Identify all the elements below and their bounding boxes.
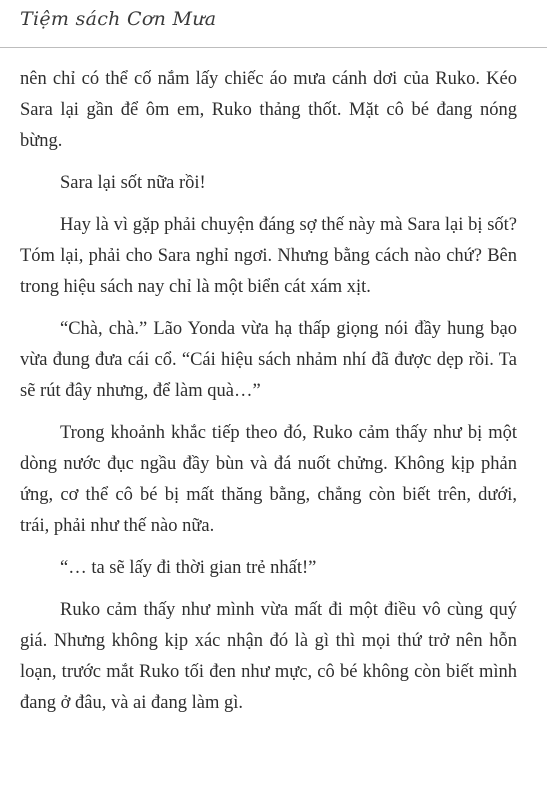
paragraph-3: Hay là vì gặp phải chuyện đáng sợ thế này mà Sara lại bị sốt? Tóm lại, phải cho Sara nghỉ ngơi. Nhưng bằng cách nào chứ? Bên trong hiệu sách nay chỉ là một biển cát xám xịt. — [20, 215, 517, 297]
page-body — [20, 64, 517, 730]
paragraph-4: “Chà, chà.” Lão Yonda vừa hạ thấp giọng nói đầy hung bạo vừa đung đưa cái cổ. “Cái hiệu sách nhảm nhí đã được dẹp rồi. Ta sẽ rút đây nhưng, để làm quà…” — [20, 319, 517, 401]
paragraph-1: nên chỉ có thể cố nắm lấy chiếc áo mưa cánh dơi của Ruko. Kéo Sara lại gần để ôm em, Ruko thảng thốt. Mặt cô bé đang nóng bừng. — [20, 69, 517, 151]
paragraph-5: Trong khoảnh khắc tiếp theo đó, Ruko cảm thấy như bị một dòng nước đục ngầu đầy bùn và đá nuốt chửng. Không kịp phản ứng, cơ thể cô bé bị mất thăng bằng, chẳng còn biết trên, dưới, trái, phải như thế nào nữa. — [20, 423, 517, 536]
paragraph-6: “… ta sẽ lấy đi thời gian trẻ nhất!” — [60, 558, 317, 578]
paragraph-2: Sara lại sốt nữa rồi! — [60, 173, 206, 193]
running-header-title: Tiệm sách Cơn Mưa — [20, 8, 217, 30]
header-divider — [0, 47, 547, 48]
paragraph-7: Ruko cảm thấy như mình vừa mất đi một điều vô cùng quý giá. Nhưng không kịp xác nhận đó là gì thì mọi thứ trở nên hỗn loạn, trước mắt Ruko tối đen như mực, cô bé không còn biết mình đang ở đâu, và ai đang làm gì. — [20, 600, 517, 713]
